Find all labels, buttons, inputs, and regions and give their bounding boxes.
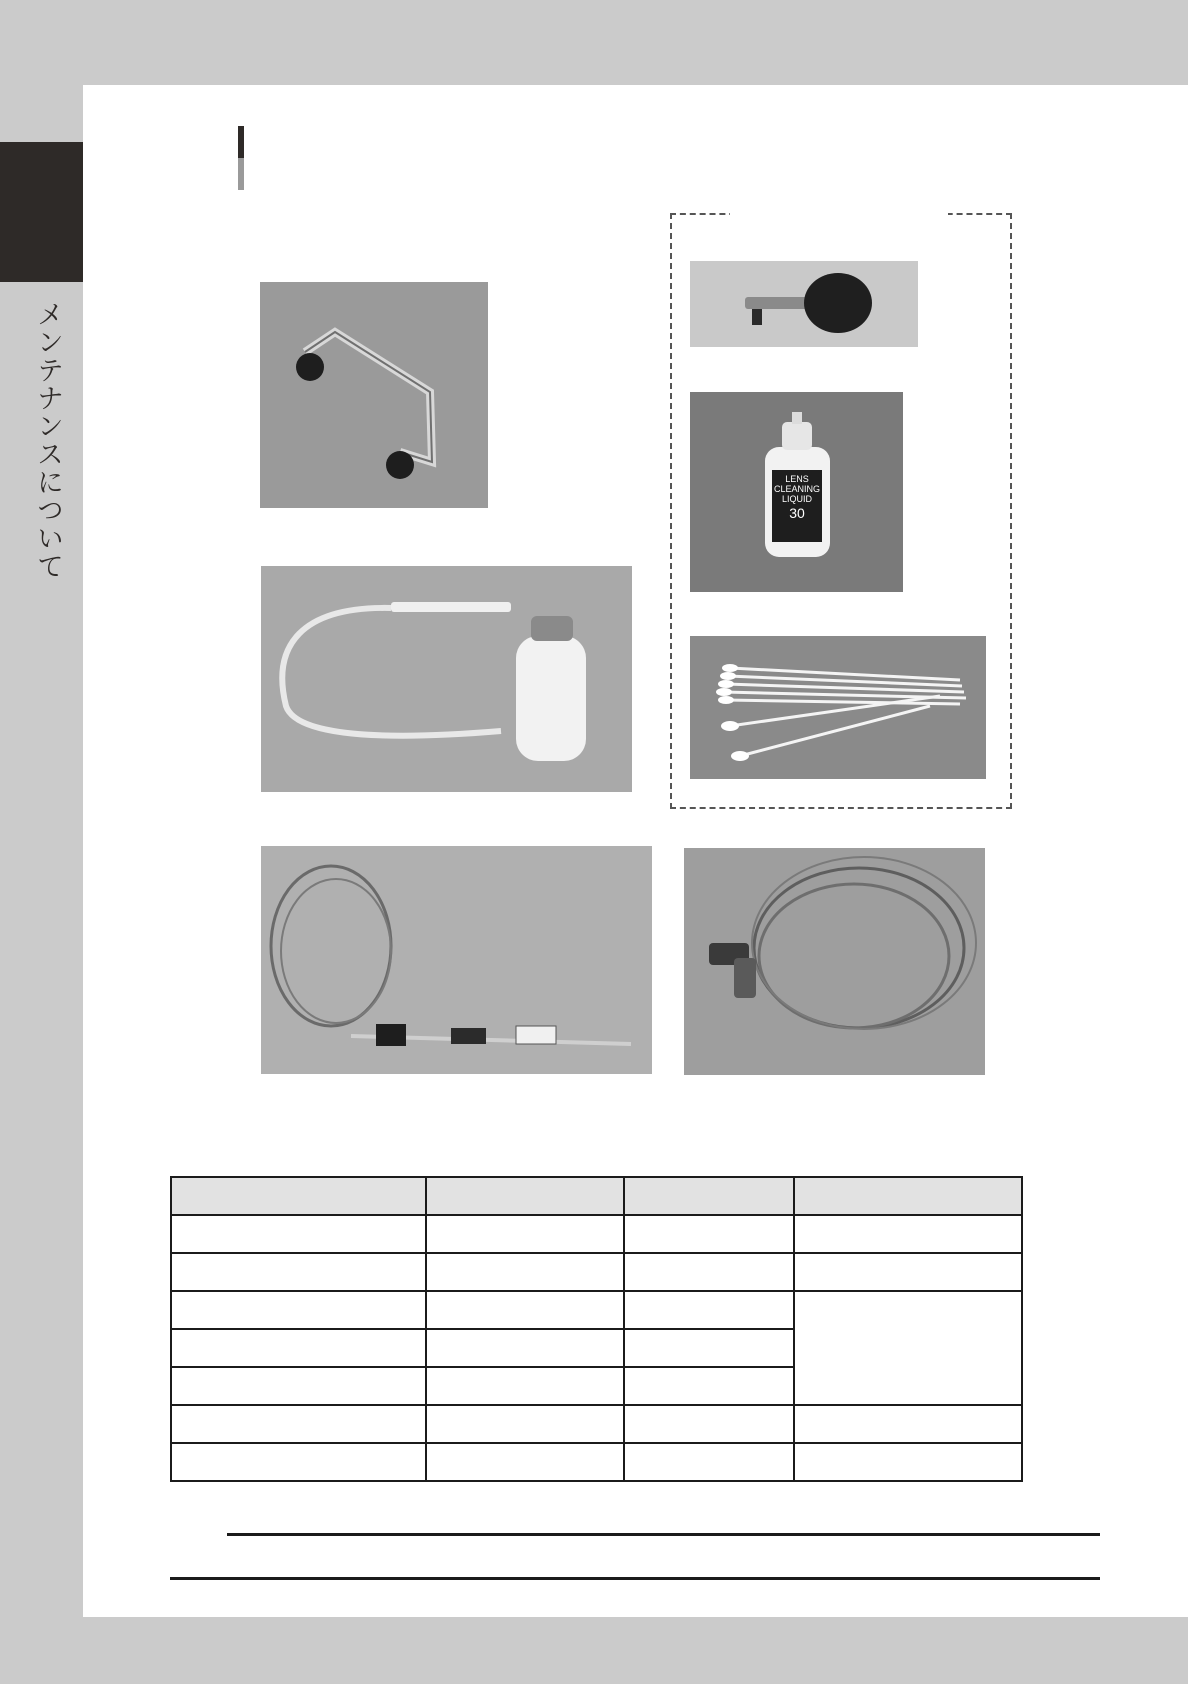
table-cell xyxy=(171,1253,426,1291)
table-header-cell xyxy=(624,1177,794,1215)
table-cell xyxy=(426,1443,624,1481)
table-cell-merged xyxy=(794,1291,1022,1405)
table-header-cell xyxy=(171,1177,426,1215)
table-row xyxy=(171,1405,1022,1443)
table-cell xyxy=(624,1443,794,1481)
heading-marker xyxy=(238,126,244,190)
table-row xyxy=(171,1443,1022,1481)
table-cell xyxy=(426,1329,624,1367)
label-line-2: CLEANING xyxy=(773,484,821,494)
label-line-1: LENS xyxy=(785,474,809,484)
cleaning-kit-caption-gap xyxy=(730,208,948,218)
label-line-3: LIQUID xyxy=(781,494,813,504)
table-cell xyxy=(624,1329,794,1367)
table-cell xyxy=(171,1443,426,1481)
table-cell xyxy=(426,1291,624,1329)
table-cell xyxy=(426,1367,624,1405)
table-cell xyxy=(794,1215,1022,1253)
table-header-cell xyxy=(794,1177,1022,1215)
bracket-photo xyxy=(260,282,488,508)
footer-rule xyxy=(170,1577,1100,1580)
chapter-label: メンテナンスについて xyxy=(32,300,63,580)
table-row xyxy=(171,1291,1022,1329)
table-cell xyxy=(171,1367,426,1405)
table-cell xyxy=(426,1253,624,1291)
table-cell xyxy=(171,1291,426,1329)
hose-photo xyxy=(684,848,985,1075)
table-cell xyxy=(171,1215,426,1253)
table-cell xyxy=(426,1215,624,1253)
table-row xyxy=(171,1253,1022,1291)
label-line-4: 30 xyxy=(789,505,805,521)
table-cell xyxy=(426,1405,624,1443)
parts-table xyxy=(170,1176,1023,1482)
table-header-cell xyxy=(426,1177,624,1215)
swabs-photo xyxy=(690,636,986,779)
blower-photo xyxy=(690,261,918,347)
table-cell xyxy=(171,1405,426,1443)
wash-bottle-photo xyxy=(261,566,632,792)
tube-photo xyxy=(261,846,652,1074)
table-cell xyxy=(624,1405,794,1443)
note-rule xyxy=(227,1533,1100,1536)
table-cell xyxy=(794,1405,1022,1443)
table-row xyxy=(171,1215,1022,1253)
table-cell xyxy=(794,1443,1022,1481)
table-cell xyxy=(624,1215,794,1253)
table-cell xyxy=(624,1367,794,1405)
table-cell xyxy=(171,1329,426,1367)
table-cell xyxy=(794,1253,1022,1291)
table-cell xyxy=(624,1253,794,1291)
table-header-row xyxy=(171,1177,1022,1215)
table-cell xyxy=(624,1291,794,1329)
chapter-tab xyxy=(0,142,83,282)
lens-liquid-photo xyxy=(690,392,903,592)
